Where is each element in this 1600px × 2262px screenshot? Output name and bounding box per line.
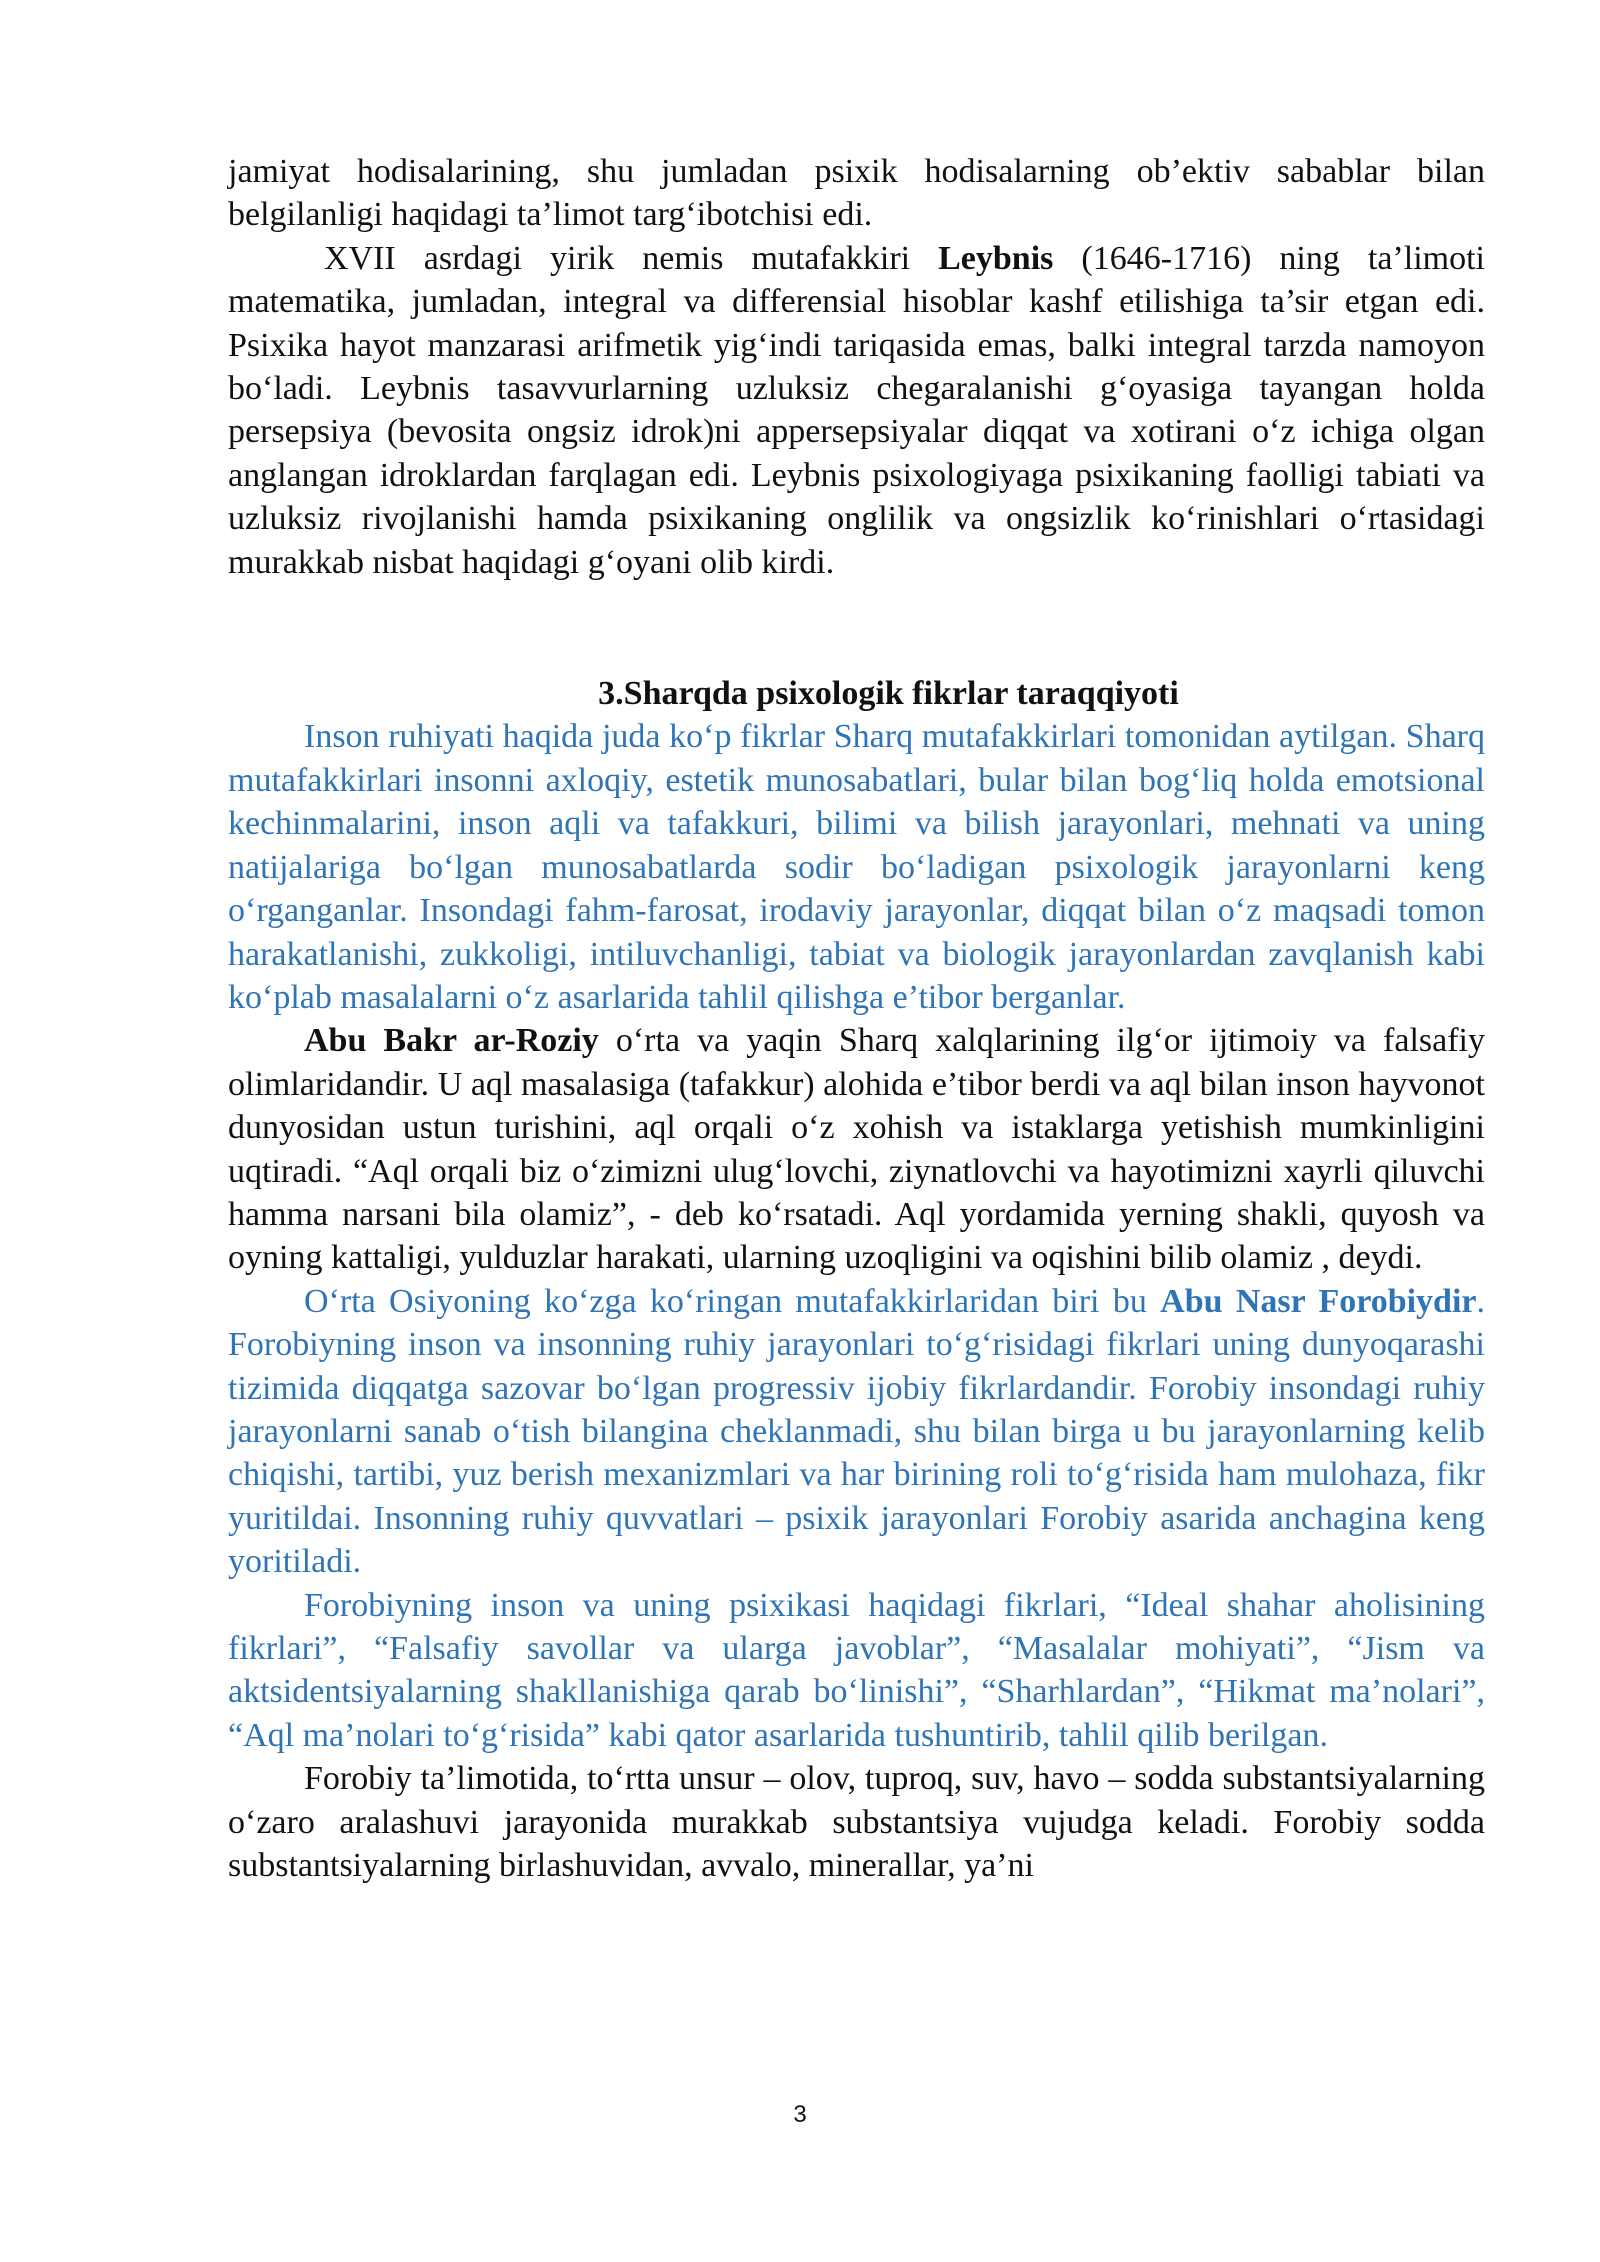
paragraph-forobiy-lead: O‘rta Osiyoning ko‘zga ko‘ringan mutafakkirlaridan biri bu: [304, 1282, 1161, 1320]
name-leybnis: Leybnis: [938, 239, 1054, 277]
paragraph-leybnis: [228, 237, 1485, 584]
paragraph-forobiy-elements: Forobiy ta’limotida, to‘rtta unsur – olov, tuproq, suv, havo – sodda substantsiyalarning o‘zaro aralashuvi jarayonida murakkab substantsiya vujudga keladi. Forobiy sodda substantsiyalarning birlashuvidan, avvalo, minerallar, ya’ni: [228, 1760, 1485, 1885]
document-page: [228, 150, 1485, 1887]
name-forobiy: Abu Nasr Forobiydir: [1160, 1282, 1477, 1320]
paragraph-forobiy-body: . Forobiyning inson va insonning ruhiy jarayonlari to‘g‘risidagi fikrlari uning dunyoqarashi tizimida diqqatga sazovar bo‘lgan progressiv ijobiy fikrlardandir. Forobiy insondagi ruhiy jarayonlarni sanab o‘tish bilangina cheklanmadi, shu bilan birga u bu jarayonlarning kelib chiqishi, tartibi, yuz berish mexanizmlari va har birining roli to‘g‘risida ham mulohaza, fikr yuritildai. Insonning ruhiy quvvatlari – psixik jarayonlari Forobiy asarida anchagina keng yoritiladi.: [228, 1282, 1486, 1581]
paragraph-leybnis-body: (1646-1716) ning ta’limoti matematika, jumladan, integral va differensial hisoblar kashf etilishiga ta’sir etgan edi. Psixika hayot manzarasi arifmetik yig‘indi tariqasida emas, balki integral tarzda namoyon bo‘ladi. Leybnis tasavvurlarning uzluksiz chegaralanishi g‘oyasiga tayangan holda persepsiya (bevosita ongsiz idrok)ni appersepsiyalar diqqat va xotirani o‘z ichiga olgan anglangan idroklardan farqlagan edi. Leybnis psixologiyaga psixikaning faolligi tabiati va uzluksiz rivojlanishi hamda psixikaning onglilik va ongsizlik ko‘rinishlari o‘rtasidagi murakkab nisbat haqidagi g‘oyani olib kirdi.: [228, 239, 1485, 581]
page-number: 3: [793, 2101, 807, 2128]
section-heading: 3.Sharqda psixologik fikrlar taraqqiyoti: [598, 675, 1179, 713]
paragraph-leybnis-lead: XVII asrdagi yirik nemis mutafakkiri: [324, 239, 939, 277]
paragraph-roziy: [228, 1019, 1485, 1279]
name-roziy: Abu Bakr ar-Roziy: [304, 1022, 599, 1060]
paragraph-continuation: jamiyat hodisalarining, shu jumladan psixik hodisalarning ob’ektiv sabablar bilan belgilanligi haqidagi ta’limot targ‘ibotchisi edi.: [228, 153, 1485, 234]
paragraph-forobiy: [228, 1280, 1485, 1584]
paragraph-roziy-body: o‘rta va yaqin Sharq xalqlarining ilg‘or ijtimoiy va falsafiy olimlaridandir. U aql masalasiga (tafakkur) alohida e’tibor berdi va aql bilan inson hayvonot dunyosidan ustun turishini, aql orqali o‘z xohish va istaklarga yetishish mumkinligini uqtiradi. “Aql orqali biz o‘zimizni ulug‘lovchi, ziynatlovchi va hayotimizni xayrli qiluvchi hamma narsani bila olamiz”, - deb ko‘rsatadi. Aql yordamida yerning shakli, quyosh va oyning kattaligi, yulduzlar harakati, ularning uzoqligini va oqishini bilib olamiz , deydi.: [228, 1022, 1485, 1277]
paragraph-sharq-thinkers: Inson ruhiyati haqida juda ko‘p fikrlar Sharq mutafakkirlari tomonidan aytilgan. Sharq mutafakkirlari insonni axloqiy, estetik munosabatlari, bular bilan bog‘liq holda emotsional kechinmalarini, inson aqli va tafakkuri, bilimi va bilish jarayonlari, mehnati va uning natijalariga bo‘lgan munosabatlarda sodir bo‘ladigan psixologik jarayonlarni keng o‘rganganlar. Insondagi fahm-farosat, irodaviy jarayonlar, diqqat bilan o‘z maqsadi tomon harakatlanishi, zukkoligi, intiluvchanligi, tabiat va biologik jarayonlardan zavqlanish kabi ko‘plab masalalarni o‘z asarlarida tahlil qilishga e’tibor berganlar.: [228, 718, 1485, 1016]
paragraph-forobiy-works: Forobiyning inson va uning psixikasi haqidagi fikrlari, “Ideal shahar aholisining fikrlari”, “Falsafiy savollar va ularga javoblar”, “Masalalar mohiyati”, “Jism va aktsidentsiyalarning shakllanishiga qarab bo‘linishi”, “Sharhlardan”, “Hikmat ma’nolari”, “Aql ma’nolari to‘g‘risida” kabi qator asarlarida tushuntirib, tahlil qilib berilgan.: [228, 1586, 1485, 1754]
